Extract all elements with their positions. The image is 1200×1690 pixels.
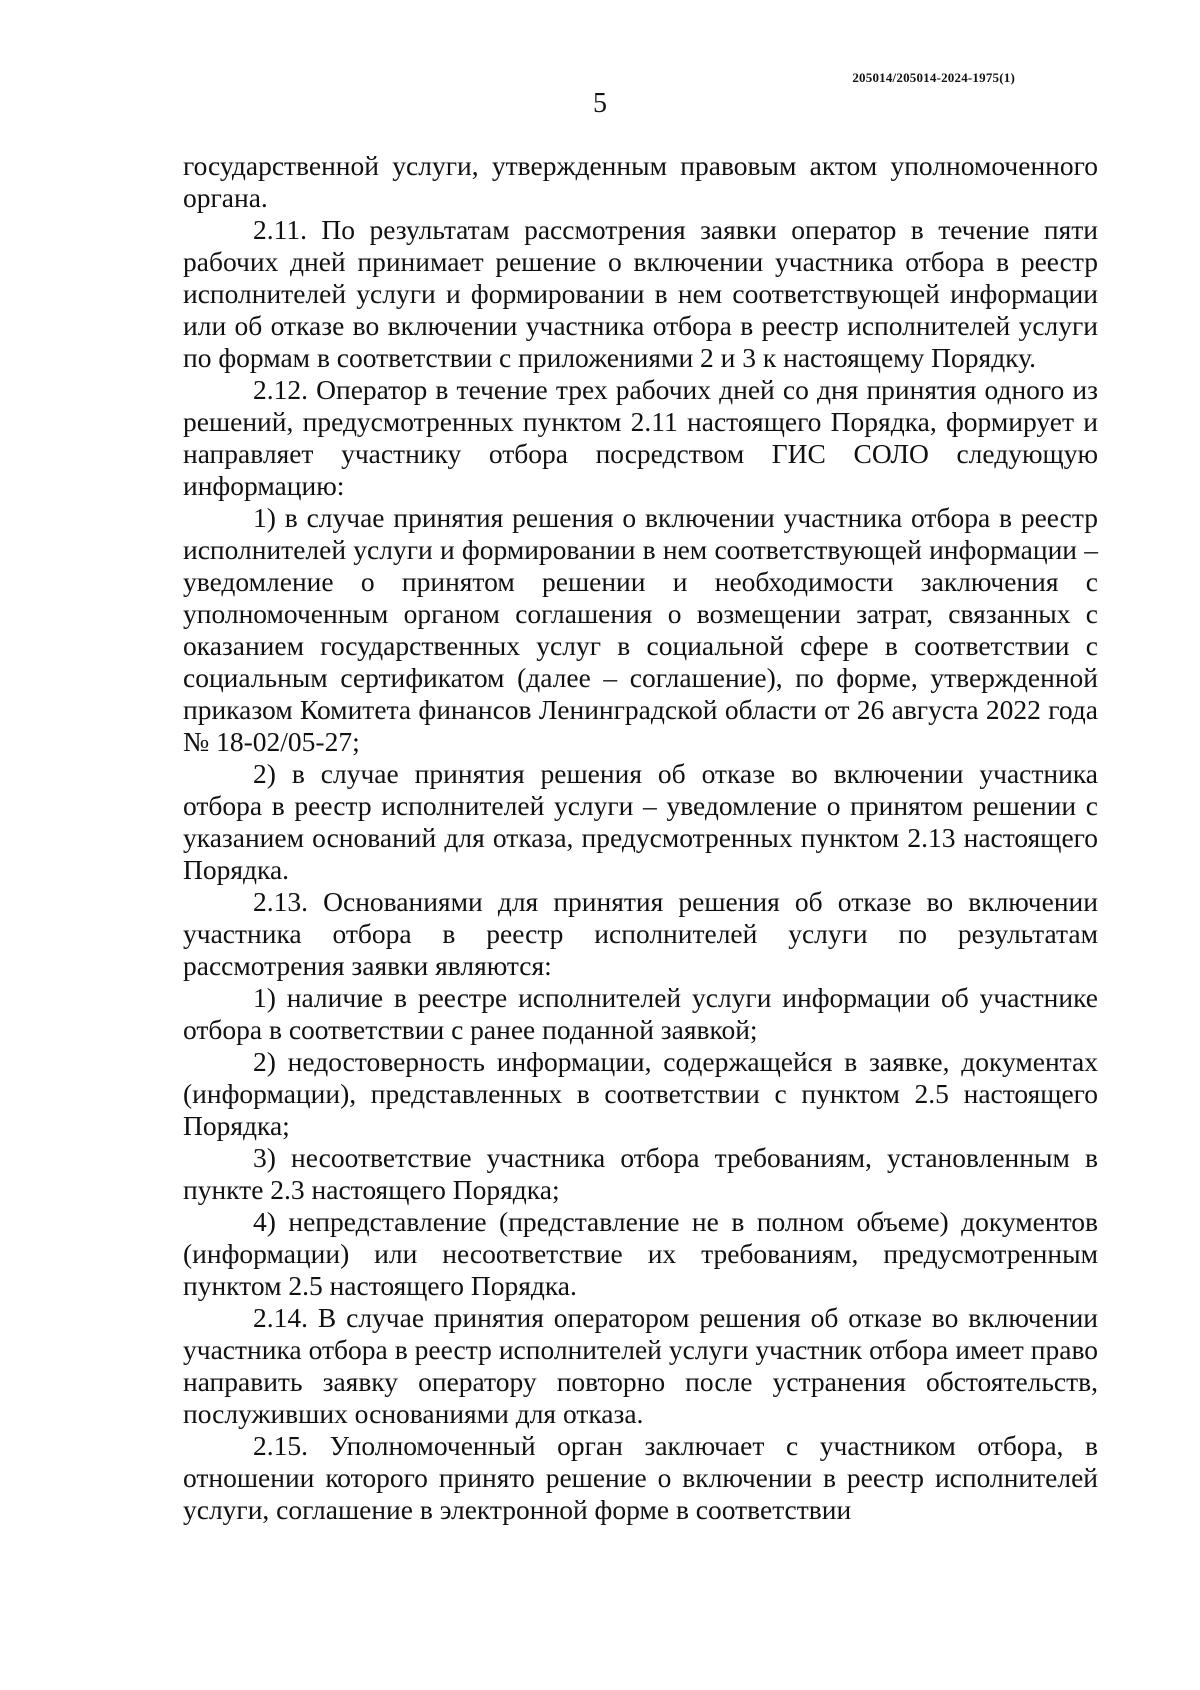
paragraph-2-15: 2.15. Уполномоченный орган заключает с участником отбора, в отношении которого принято решение о включении в реестр исполнителей услуги, соглашение в электронной форме в соответствии	[183, 1430, 1098, 1525]
paragraph-2-11: 2.11. По результатам рассмотрения заявки оператор в течение пяти рабочих дней принимает решение о включении участника отбора в реестр исполнителей услуги и формировании в нем соответствующей информации или об отказе во включении участника отбора в реестр исполнителей услуги по формам в соответствии с приложениями 2 и 3 к настоящему Порядку.	[183, 214, 1098, 373]
paragraph-2-14: 2.14. В случае принятия оператором решения об отказе во включении участника отбора в реестр исполнителей услуги участник отбора имеет право направить заявку оператору повторно после устранения обстоятельств, послуживших основаниями для отказа.	[183, 1302, 1098, 1429]
document-id: 205014/205014-2024-1975(1)	[852, 70, 1015, 85]
document-body	[183, 150, 1098, 1526]
paragraph-2-12-item-1: 1) в случае принятия решения о включении участника отбора в реестр исполнителей услуги и формировании в нем соответствующей информации – уведомление о принятом решении и необходимости заключения с уполномоченным органом соглашения о возмещении затрат, связанных с оказанием государственных услуг в социальной сфере в соответствии с социальным сертификатом (далее – соглашение), по форме, утвержденной приказом Комитета финансов Ленинградской области от 26 августа 2022 года № 18-02/05-27;	[183, 502, 1098, 757]
paragraph-continuation: государственной услуги, утвержденным правовым актом уполномоченного органа.	[183, 150, 1098, 213]
paragraph-2-13-item-2: 2) недостоверность информации, содержащейся в заявке, документах (информации), представленных в соответствии с пунктом 2.5 настоящего Порядка;	[183, 1046, 1098, 1141]
paragraph-2-13-item-3: 3) несоответствие участника отбора требованиям, установленным в пункте 2.3 настоящего Порядка;	[183, 1142, 1098, 1205]
paragraph-2-13-item-4: 4) непредставление (представление не в полном объеме) документов (информации) или несоответствие их требованиям, предусмотренным пунктом 2.5 настоящего Порядка.	[183, 1206, 1098, 1301]
paragraph-2-12-item-2: 2) в случае принятия решения об отказе во включении участника отбора в реестр исполнителей услуги – уведомление о принятом решении с указанием оснований для отказа, предусмотренных пунктом 2.13 настоящего Порядка.	[183, 758, 1098, 885]
page-number: 5	[593, 88, 607, 119]
paragraph-2-13-item-1: 1) наличие в реестре исполнителей услуги информации об участнике отбора в соответствии с ранее поданной заявкой;	[183, 982, 1098, 1045]
paragraph-2-13: 2.13. Основаниями для принятия решения об отказе во включении участника отбора в реестр исполнителей услуги по результатам рассмотрения заявки являются:	[183, 886, 1098, 981]
paragraph-2-12: 2.12. Оператор в течение трех рабочих дней со дня принятия одного из решений, предусмотренных пунктом 2.11 настоящего Порядка, формирует и направляет участнику отбора посредством ГИС СОЛО следующую информацию:	[183, 374, 1098, 501]
